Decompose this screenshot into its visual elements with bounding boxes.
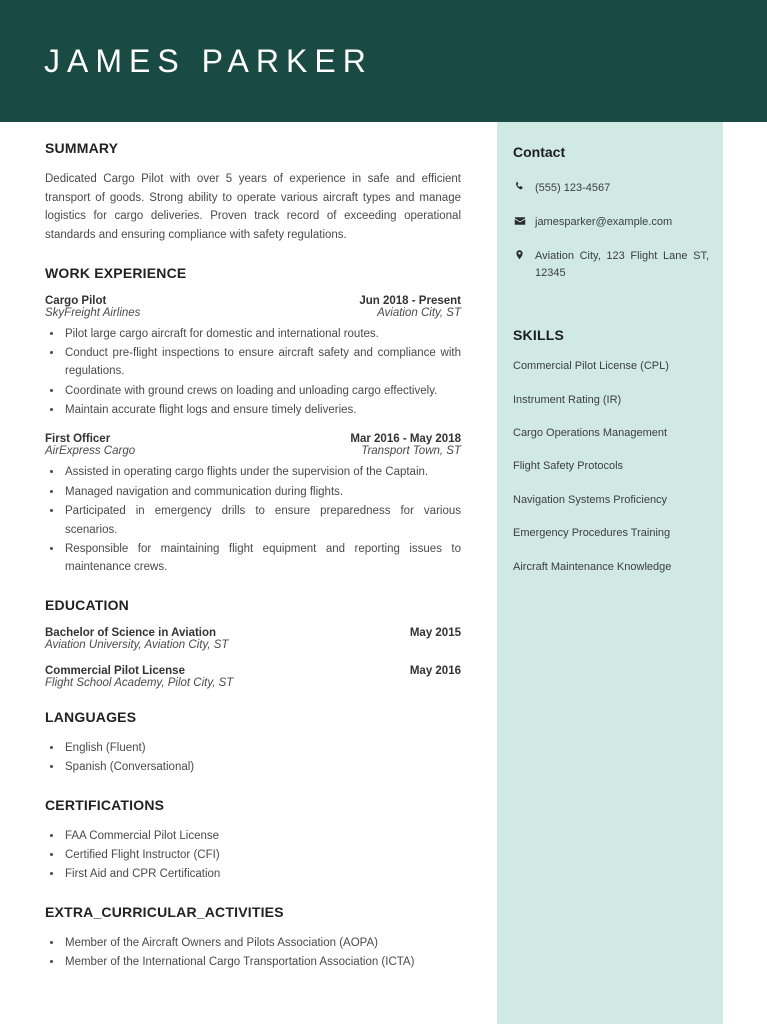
contact-address[interactable] (513, 248, 709, 299)
resume-header (0, 0, 767, 122)
list-item: • Pilot large cargo aircraft for domestic and international routes. (63, 325, 461, 343)
job-location: Aviation City, ST (377, 306, 461, 319)
skill-item: Navigation Systems Proficiency (513, 493, 668, 506)
address-text: Aviation City, 123 Flight Lane ST, 12345 (535, 250, 709, 280)
section-summary (45, 140, 461, 245)
list-item: • Participated in emergency drills to ensure preparedness for various scenarios. (63, 502, 461, 539)
email-address: jamesparker@example.com (535, 216, 673, 229)
phone-number: (555) 123-4567 (535, 182, 611, 194)
job-date: Jun 2018 - Present (359, 294, 461, 307)
section-heading-contact: Contact (513, 144, 566, 160)
envelope-icon (513, 214, 526, 227)
section-heading-summary: SUMMARY (45, 140, 119, 156)
job-organization: AirExpress Cargo (45, 445, 136, 458)
list-item: • First Aid and CPR Certification (63, 865, 461, 883)
job-date: Mar 2016 - May 2018 (350, 433, 461, 446)
job-bullet-list (45, 463, 461, 576)
degree-title: Bachelor of Science in Aviation (45, 626, 217, 639)
job-title: Cargo Pilot (45, 294, 107, 307)
page-title: JAMES PARKER (44, 43, 373, 79)
job-location: Transport Town, ST (361, 445, 461, 458)
list-item: • English (Fluent) (63, 739, 461, 757)
section-heading-skills: SKILLS (513, 327, 564, 344)
skill-item: Commercial Pilot License (CPL) (513, 360, 669, 373)
degree-date: May 2016 (409, 664, 461, 677)
section-work-experience (45, 265, 461, 577)
section-heading-languages: LANGUAGES (45, 708, 137, 725)
experience-org-row (45, 445, 461, 457)
list-item: • Responsible for maintaining flight equipment and reporting issues to maintenance crews. (63, 540, 461, 577)
list-item: • Managed navigation and communication during flights. (63, 483, 461, 501)
list-item: • Conduct pre-flight inspections to ensure aircraft safety and compliance with regulations. (63, 344, 461, 381)
section-skills (513, 327, 709, 575)
degree-title: Commercial Pilot License (45, 664, 185, 677)
list-item: • Certified Flight Instructor (CFI) (63, 846, 461, 864)
contact-email[interactable] (513, 214, 709, 231)
section-heading-work-experience: WORK EXPERIENCE (45, 264, 187, 281)
job-organization: SkyFreight Airlines (45, 306, 141, 319)
list-item: • FAA Commercial Pilot License (63, 827, 461, 845)
job-bullet-list (45, 325, 461, 420)
section-heading-certifications: CERTIFICATIONS (45, 796, 165, 813)
languages-list (45, 739, 461, 777)
list-item: • Coordinate with ground crews on loading and unloading cargo effectively. (63, 382, 461, 400)
list-item: • Member of the International Cargo Transportation Association (ICTA) (63, 953, 461, 971)
experience-title-row (45, 433, 461, 445)
list-item: • Assisted in operating cargo flights under the supervision of the Captain. (63, 463, 461, 481)
contact-phone[interactable] (513, 180, 709, 197)
skill-item: Aircraft Maintenance Knowledge (513, 560, 672, 573)
section-heading-education: EDUCATION (45, 596, 129, 613)
skill-item: Cargo Operations Management (513, 427, 668, 440)
school-name: Aviation University, Aviation City, ST (45, 638, 229, 651)
list-item: • Spanish (Conversational) (63, 758, 461, 776)
main-column (0, 122, 497, 1024)
list-item: • Member of the Aircraft Owners and Pilots Association (AOPA) (63, 934, 461, 952)
section-education (45, 597, 461, 689)
degree-date: May 2015 (409, 626, 461, 639)
experience-org-row (45, 307, 461, 319)
sidebar-wrapper (497, 122, 767, 1024)
skill-item: Emergency Procedures Training (513, 527, 671, 540)
section-heading-extra-curricular-activities: EXTRA_CURRICULAR_ACTIVITIES (45, 903, 284, 920)
section-certifications (45, 797, 461, 884)
extra-curricular-list (45, 934, 461, 972)
certifications-list (45, 827, 461, 884)
skill-item: Flight Safety Protocols (513, 460, 624, 473)
resume-body (0, 122, 767, 1024)
summary-text: Dedicated Cargo Pilot with over 5 years of experience in safe and efficient transport of goods. Strong ability to operate various aircraft types and manage logistics for cargo deliveries. Proven track record of exceeding operational standards and ensuring compliance with safety regulations. (45, 173, 461, 241)
job-title: First Officer (45, 433, 111, 446)
phone-icon (513, 180, 526, 192)
sidebar (497, 122, 723, 1024)
school-name: Flight School Academy, Pilot City, ST (45, 676, 234, 689)
list-item: • Maintain accurate flight logs and ensure timely deliveries. (63, 401, 461, 419)
education-title-row (45, 627, 461, 639)
section-languages (45, 709, 461, 777)
education-title-row (45, 665, 461, 677)
experience-entry (45, 295, 461, 420)
experience-title-row (45, 295, 461, 307)
experience-entry (45, 433, 461, 576)
skill-item: Instrument Rating (IR) (513, 393, 622, 406)
education-entry (45, 665, 461, 689)
education-entry (45, 627, 461, 651)
section-extra-curricular-activities (45, 904, 461, 972)
